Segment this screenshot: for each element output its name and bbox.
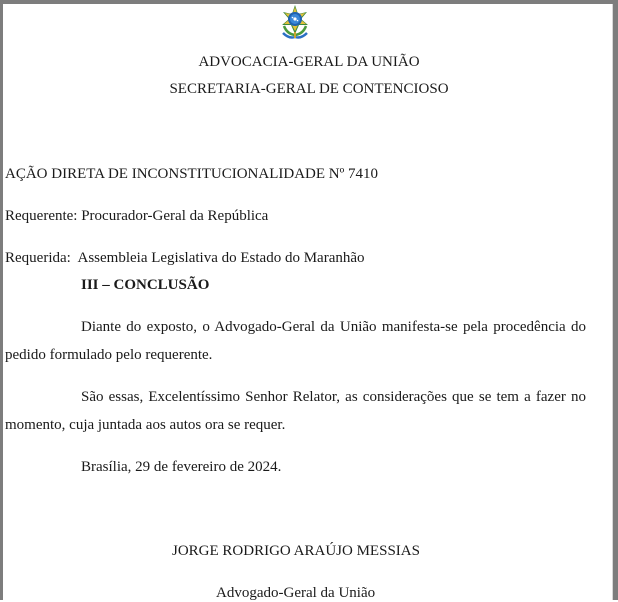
requerida-value: Assembleia Legislativa do Estado do Maranhão (77, 250, 365, 266)
paragraph-2-line-1: São essas, Excelentíssimo Senhor Relator, as considerações que se tem a fazer no (81, 389, 586, 405)
paragraph-2-line-2: momento, cuja juntada aos autos ora se requer. (5, 417, 286, 433)
section-heading: III – CONCLUSÃO (81, 277, 210, 293)
case-title: AÇÃO DIRETA DE INCONSTITUCIONALIDADE Nº 7410 (5, 166, 379, 182)
requerente-label: Requerente: (5, 208, 78, 224)
requerida-line (5, 249, 365, 267)
requerente-value: Procurador-Geral da República (81, 208, 269, 224)
requerida-label: Requerida: (5, 250, 71, 266)
signatory-title: Advogado-Geral da União (216, 585, 376, 601)
signatory-name: JORGE RODRIGO ARAÚJO MESSIAS (172, 543, 420, 559)
paragraph-1-line-2: pedido formulado pelo requerente. (5, 347, 213, 363)
place-date: Brasília, 29 de fevereiro de 2024. (81, 459, 282, 475)
org-name: ADVOCACIA-GERAL DA UNIÃO (198, 54, 420, 70)
requerente-line (5, 207, 268, 225)
org-department: SECRETARIA-GERAL DE CONTENCIOSO (169, 81, 449, 97)
coat-of-arms-icon (279, 4, 311, 40)
paragraph-1-line-1: Diante do exposto, o Advogado-Geral da União manifesta-se pela procedência do (81, 319, 586, 335)
